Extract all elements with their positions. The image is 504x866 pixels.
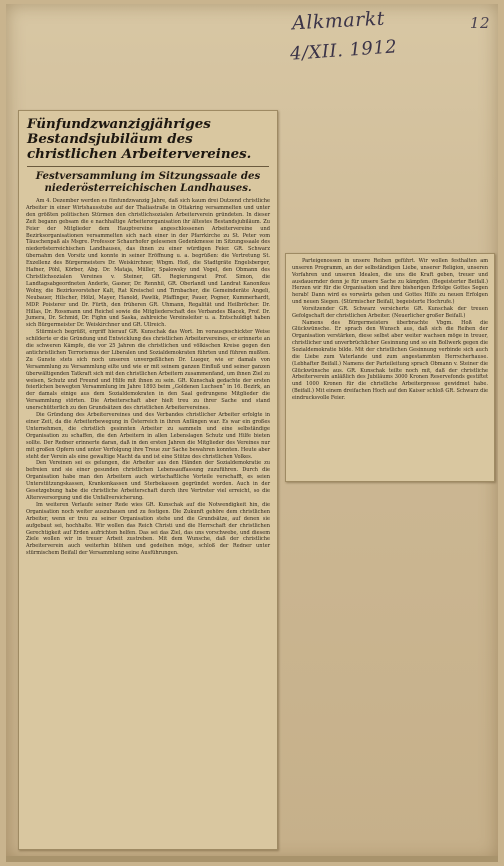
article-paragraph: Im weiteren Verlaufe seiner Rede wies GR. Kunschak auf die Notwendigkeit hin, die Organisation noch weiter auszubauen und zu festigen. Die Zukunft gehöre dem christlichen Arbeiter, wenn er treu zu seiner Organisation stehe und die Grundsätze, auf denen sie aufgebaut sei, hochhalte. Wir wollen das Reich Christi und die Herrschaft der christlichen Gerechtigkeit auf Erden aufrichten helfen. Das sei das Ziel, das uns vorschwebe, und diesem Ziele wollen wir in treuer Arbeit zustreben. Mit dem Wunsche, daß der christliche Arbeiterverein auch weiterhin blühen und gedeihen möge, schloß der Redner unter stürmischem Beifall der Versammlung seine Ausführungen. (26, 501, 270, 557)
sheet-bottom-edge (6, 856, 498, 862)
handwritten-page-number: 12 (469, 14, 490, 32)
continuation-body (292, 258, 488, 402)
article-paragraph: Den Vereinen sei es gelungen, die Arbeiter aus den Händen der Sozialdemokratie zu befreien und sie einer gesunden christlichen Lebensauffassung zuzuführen. Durch die Organisation habe man den Arbeitern auch wirtschaftliche Vorteile verschafft, es seien Unterstützungskassen, Krankenkassen und Sterbekassen gegründet worden. Auch in der Gesetzgebung habe die christliche Arbeiterschaft durch ihre Vertreter viel erreicht, so die Altersversorgung und die Unfallversicherung. (26, 460, 270, 501)
continuation-clipping (285, 253, 495, 482)
continuation-paragraph: Vorsitzender GR. Schwarz versicherte GR. Kunschak der treuen Gefolgschaft der christlichen Arbeiter. (Neuerlicher großer Beifall.) (292, 305, 488, 319)
continuation-paragraph: Namens des Bürgermeisters überbrachte Vbgm. Hoß die Glückwünsche. Er sprach den Wunsch aus, daß sich die Reihen der Organisation verstärken, diese selbst aber weiter wachsen möge in treuer, christlicher und unverbrüchlicher Gesinnung und so ein Bollwerk gegen die Sozialdemokratie bilde. Mit der christlichen Gesinnung verbinde sich auch die Liebe zum Vaterlande und zum angestammten Herrscherhause. (Lebhafter Beifall.) Namens der Parteileitung sprach Obmann v. Steiner die Glückwünsche aus. GR. Kunschak teilte noch mit, daß der christliche Arbeiterverein anläßlich des Jubiläums 3000 Kronen Reservefonds gestiftet und 1000 Kronen für die christliche Arbeiterpresse gewidmet habe. (Beifall.) Mit einem dreifachen Hoch auf den Kaiser schloß GR. Schwarz die eindrucksvolle Feier. (292, 319, 488, 401)
headline-divider (27, 166, 269, 167)
handwritten-source-note: Alkmarkt (291, 7, 386, 35)
article-paragraph: Am 4. Dezember werden es fünfundzwanzig Jahre, daß sich kaum drei Dutzend christliche Arbeiter in einer Wirtshausstube auf der Thaliastraße in Ottakring versammelten und unter den größten politischen Stürmen den christlichsozialen Arbeiterverein gründeten. In dieser Zeit begann gebsam die e nachhaltige Arbeiterorganisation ihr ältestes Bestandsjubiläum. Zu Feier der Mitglieder dem Hauptvereine angeschlossenen Arbeitervereine und Bezirksorganisationen versammelten sich nach einer in der Pfarrkirche zu St. Peter vom Täuschenpaß als Msgre. Professor Schaurhofer gelesenen Gedenkmesse im Sitzungssaale des niederösterreichischen Landhauses, das ihnen zu einer würdigen Feier. GR. Schwarz übernahm den Vorsitz und konnte in seiner Eröffnung u. a. begrüßen: die Vertretung St. Exzellenz des Bürgermeisters Dr. Weiskirchner, Wbgm. Hoß, die Stadtgräte Engelsberger, Hafner, Pöhl, Körber, Abg. Dr. Mataja, Müller, Spalowsky und Vogel, den Obmann des Christlichsozialen Vereines v. Steiner, GR. Regierungsrat Prof. Simon, die Landtagsabgeordneten Anderle, Gasner, Dr. Rennhil, GR. Oberlandl und Landrat Kanonikus Wolny, die Bezirksvorsteher Kalt, Rat Kreischel und Tirnbacher, die Gemeinderäte Angeli, Neubauer, Hilscher, Hölzl, Mayer, Hanold, Pawlik, Pfaffinger, Pauer, Pogner, Kummerhardt, MDP. Poisterer und Dr. Fürth, den früheren GR. Uhmann, Regalität und Heilbröcher. Dr. Hillas, Dr. Rossmann und Reichel sowie die Mitgliederschaft des Verbandes Blacek, Prof. Dr. Jumera, Dr. Schmid, Dr. Fighn und Saska, zahlreiche Vereinsleiter u. a. Entschuldigt haben sich Bürgermeister Dr. Weiskirchner und GR. Ullreich. (26, 198, 270, 329)
article-paragraph: Die Gründung des Arbeitervereines und des Verbandes christlicher Arbeiter erfolgte in einer Zeit, da die Arbeiterbewegung in Österreich in ihren Anfängen war. Es war ein großes Unternehmen, die christlich gesinnten Arbeiter zu sammeln und eine selbständige Organisation zu schaffen, die den Arbeitern in allen Lebenslagen Schutz und Hilfe bieten sollte. Der Redner erinnerte daran, daß in den ersten Jahren die Mitglieder des Vereines nur mit großen Opfern und unter Verfolgung ihre Treue zur Sache bewahren konnten. Heute aber steht der Verein als eine gewaltige Macht da und ist eine Stütze des christlichen Volkes. (26, 412, 270, 460)
article-body (26, 198, 270, 557)
handwritten-date-note: 4/XII. 1912 (289, 36, 398, 65)
main-article-clipping (18, 110, 278, 850)
article-subhead: Festversammlung im Sitzungssaale des niederösterreichischen Landhauses. (35, 170, 261, 194)
article-paragraph: Stürmisch begrüßt, ergriff hierauf GR. Kunschak das Wort. Im vorausgeschickter Weise schilderte er die Gründung und Entwicklung des christlichen Arbeitervereines, er erinnerte an die schweren Kämpfe, die vor 25 Jahren die christlichen und völkischen Kreise gegen den antichristlichen Terrorismus der Liberalen und Sozialdemokraten führten und führen mußten. Zu Gunste stets sich noch unseren unvergeßlichen Dr. Lueger, wie er damals von Versammlung zu Versammlung eilte und wie er mit seinem ganzen Einfluß und seiner ganzen überwältigenden Tatkraft sich mit den christlichen Arbeitern zusammenfand, um ihnen Ziel zu weisen, Schutz und Freund und Hilfe mit ihnen zu sein. GR. Kunschak gedachte der ersten feierlichen bewegten Versammlung im Jahre 1893 beim „Goldenen Luchsen“ in 16. Bezirk, an der damals einige aus dem Sozialdemokraten in den Saal gedrungene Mitglieder die Versammlung störten. Die Arbeiterschaft aber hielt treu zu ihrer Sache und stand unerschütterlich zu den Grundsätzen des christlichen Arbeitervereines. (26, 329, 270, 412)
continuation-paragraph: Parteigenossen in unsere Reihen geführt. Wir wollen festhalten am unseren Programm, an der selbständigen Liebe, unserer Religion, unseren Vorfahren und unseren Idealen, die uns die Kraft geben, treuer und ausdauernder denn je für unsere Sache zu kämpfen. (Begeisterter Beifall.) Herzen wir für die Organisation und ihre bisherigen Erfolge Gottes Segen herab! Dann wird es vorwärts gehen und Gottes Hilfe zu neuen Erfolgen und neuen Siegen. (Stürmischer Beifall, begeisterte Hochrufe.) (292, 258, 488, 306)
article-headline: Fünfundzwanzigjähriges Bestandsjubiläum des christlichen Arbeitervereines. (27, 116, 252, 162)
